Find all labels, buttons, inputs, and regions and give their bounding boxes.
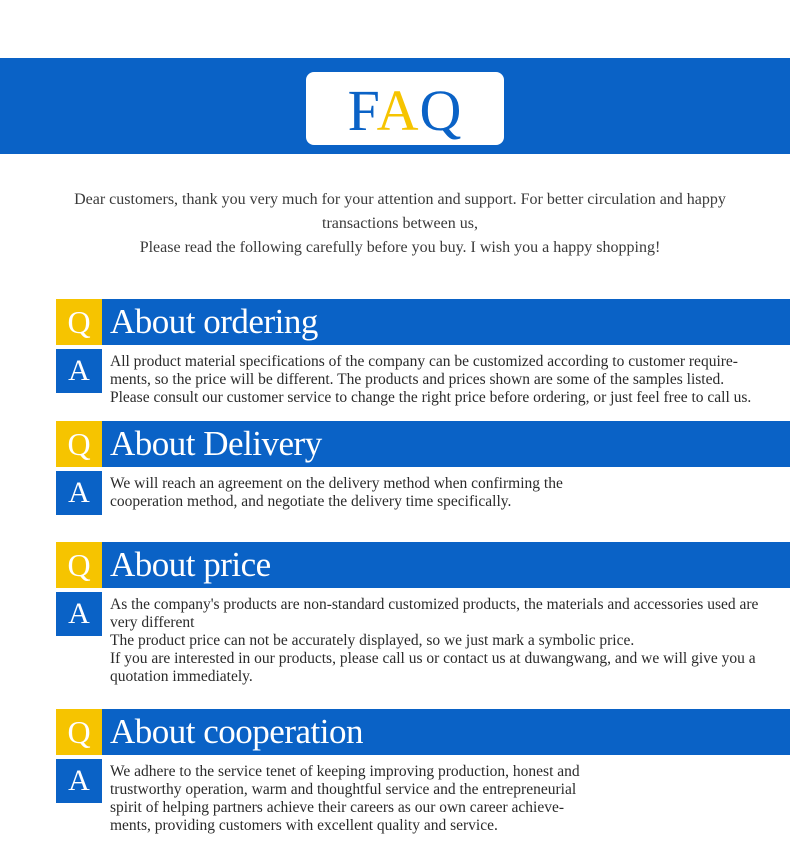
answer-line: trustworthy operation, warm and thoughtful service and the entrepreneurial bbox=[110, 781, 577, 798]
answer-row bbox=[56, 759, 790, 835]
answer-row bbox=[56, 471, 790, 511]
answer-line: cooperation method, and negotiate the delivery time specifically. bbox=[110, 493, 512, 510]
question-title: About cooperation bbox=[110, 712, 363, 751]
answer-line: very different bbox=[110, 614, 195, 631]
question-title: About price bbox=[110, 545, 271, 584]
faq-banner bbox=[0, 58, 790, 154]
q-badge: Q bbox=[56, 421, 102, 467]
faq-item-delivery bbox=[56, 421, 790, 511]
question-bar bbox=[56, 421, 790, 467]
question-bar bbox=[56, 709, 790, 755]
q-badge: Q bbox=[56, 542, 102, 588]
intro-line: Dear customers, thank you very much for your attention and support. For better circulation and happy bbox=[74, 191, 726, 208]
answer-line: ments, providing customers with excellent quality and service. bbox=[110, 817, 498, 834]
q-badge: Q bbox=[56, 299, 102, 345]
answer-text bbox=[110, 471, 790, 511]
question-bar bbox=[56, 542, 790, 588]
faq-letter-a: A bbox=[376, 77, 420, 143]
q-badge: Q bbox=[56, 709, 102, 755]
answer-text bbox=[110, 349, 790, 407]
intro-text bbox=[40, 188, 760, 260]
question-title: About Delivery bbox=[110, 424, 322, 463]
a-badge: A bbox=[56, 471, 102, 515]
answer-line: If you are interested in our products, please call us or contact us at duwangwang, and we will give you a bbox=[110, 650, 756, 667]
a-badge: A bbox=[56, 592, 102, 636]
answer-line: Please consult our customer service to change the right price before ordering, or just feel free to call us. bbox=[110, 389, 752, 406]
answer-line: We will reach an agreement on the delivery method when confirming the bbox=[110, 475, 563, 492]
answer-line: As the company's products are non-standard customized products, the materials and accessories used are bbox=[110, 596, 759, 613]
answer-text bbox=[110, 759, 790, 835]
intro-line: transactions between us, bbox=[322, 215, 478, 232]
question-title: About ordering bbox=[110, 302, 318, 341]
faq-item-cooperation bbox=[56, 709, 790, 835]
answer-row bbox=[56, 349, 790, 407]
faq-title bbox=[347, 77, 463, 143]
intro-line: Please read the following carefully before you buy. I wish you a happy shopping! bbox=[139, 239, 661, 256]
answer-row bbox=[56, 592, 790, 686]
faq-item-price bbox=[56, 542, 790, 686]
faq-letter-q: Q bbox=[419, 77, 463, 143]
answer-line: We adhere to the service tenet of keeping improving production, honest and bbox=[110, 763, 580, 780]
faq-title-box bbox=[306, 72, 504, 145]
answer-line: spirit of helping partners achieve their careers as our own career achieve- bbox=[110, 799, 565, 816]
question-bar bbox=[56, 299, 790, 345]
faq-letter-f: F bbox=[347, 77, 377, 143]
answer-text bbox=[110, 592, 790, 686]
answer-line: The product price can not be accurately displayed, so we just mark a symbolic price. bbox=[110, 632, 635, 649]
answer-line: quotation immediately. bbox=[110, 668, 253, 685]
answer-line: ments, so the price will be different. The products and prices shown are some of the samples listed. bbox=[110, 371, 725, 388]
answer-line: All product material specifications of the company can be customized according to customer require- bbox=[110, 353, 738, 370]
a-badge: A bbox=[56, 349, 102, 393]
faq-item-ordering bbox=[56, 299, 790, 407]
a-badge: A bbox=[56, 759, 102, 803]
